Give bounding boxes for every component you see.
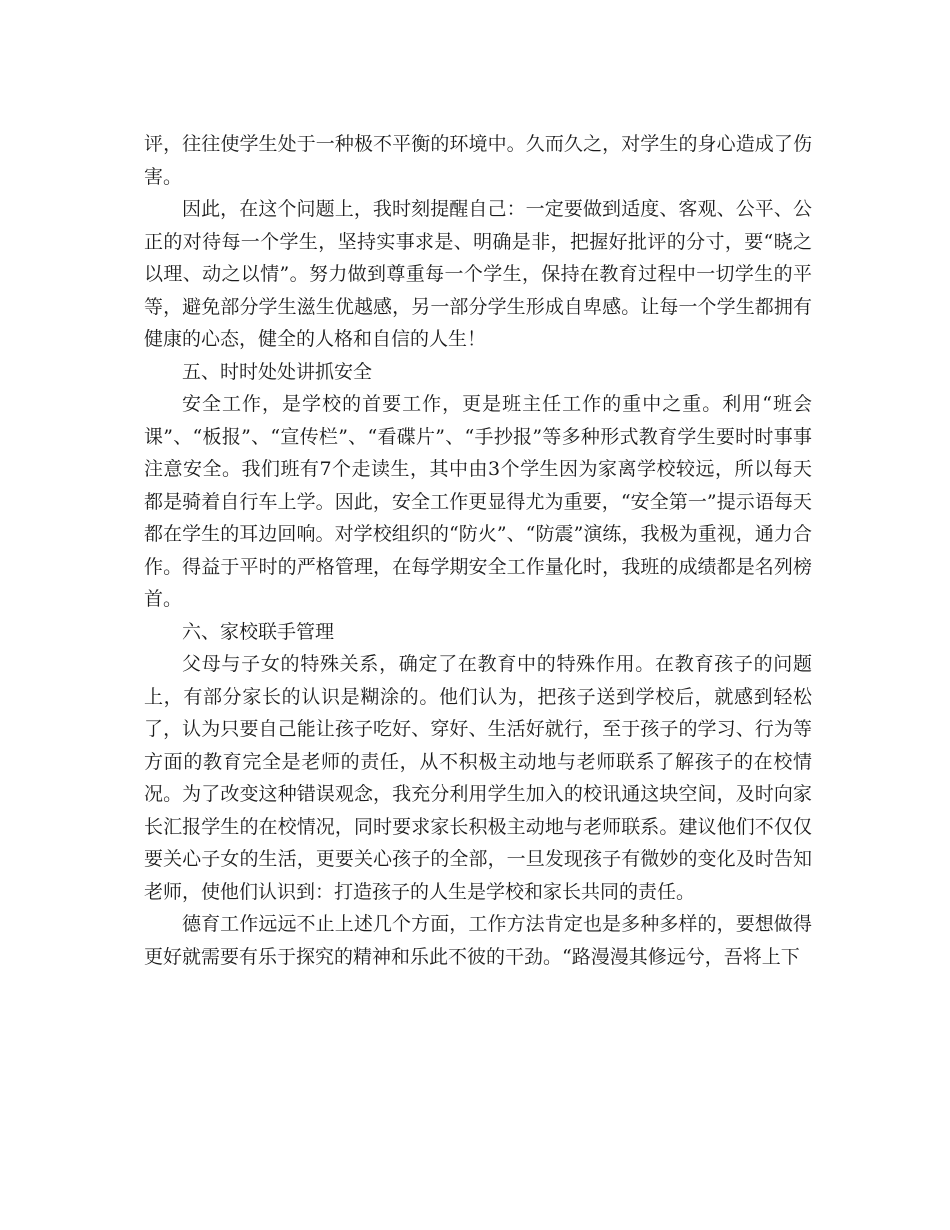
paragraph-conclusion: 德育工作远远不止上述几个方面，工作方法肯定也是多种多样的，要想做得更好就需要有乐于探究的精神和乐此不彼的干劲。“路漫漫其修远兮，吾将上下 xyxy=(144,913,812,968)
document-body xyxy=(144,128,812,973)
paragraph-home-school: 父母与子女的特殊关系，确定了在教育中的特殊作用。在教育孩子的问题上，有部分家长的认识是糊涂的。他们认为，把孩子送到学校后，就感到轻松了，认为只要自己能让孩子吃好、穿好、生活好就行，至于孩子的学习、行为等方面的教育完全是老师的责任，从不积极主动地与老师联系了解孩子的在校情况。为了改变这种错误观念，我充分利用学生加入的校讯通这块空间，及时向家长汇报学生的在校情况，同时要求家长积极主动地与老师联系。建议他们不仅仅要关心子女的生活，更要关心孩子的全部，一旦发现孩子有微妙的变化及时告知老师，使他们认识到：打造孩子的人生是学校和家长共同的责任。 xyxy=(144,653,812,903)
paragraph-continuation: 评，往往使学生处于一种极不平衡的环境中。久而久之，对学生的身心造成了伤害。 xyxy=(144,133,812,188)
paragraph-safety: 安全工作，是学校的首要工作，更是班主任工作的重中之重。利用“班会课”、“板报”、“宣传栏”、“看碟片”、“手抄报”等多种形式教育学生要时时事事注意安全。我们班有7个走读生，其中由3个学生因为家离学校较远，所以每天都是骑着自行车上学。因此，安全工作更显得尤为重要，“安全第一”提示语每天都在学生的耳边回响。对学校组织的“防火”、“防震”演练，我极为重视，通力合作。得益于平时的严格管理，在每学期安全工作量化时，我班的成绩都是名列榜首。 xyxy=(144,393,812,610)
section-heading-home-school: 六、家校联手管理 xyxy=(182,620,335,643)
paragraph-fairness: 因此，在这个问题上，我时刻提醒自己：一定要做到适度、客观、公平、公正的对待每一个学生，坚持实事求是、明确是非，把握好批评的分寸，要“晓之以理、动之以情”。努力做到尊重每一个学生，保持在教育过程中一切学生的平等，避免部分学生滋生优越感，另一部分学生形成自卑感。让每一个学生都拥有健康的心态，健全的人格和自信的人生！ xyxy=(144,198,812,350)
section-heading-safety: 五、时时处处讲抓安全 xyxy=(182,360,373,383)
